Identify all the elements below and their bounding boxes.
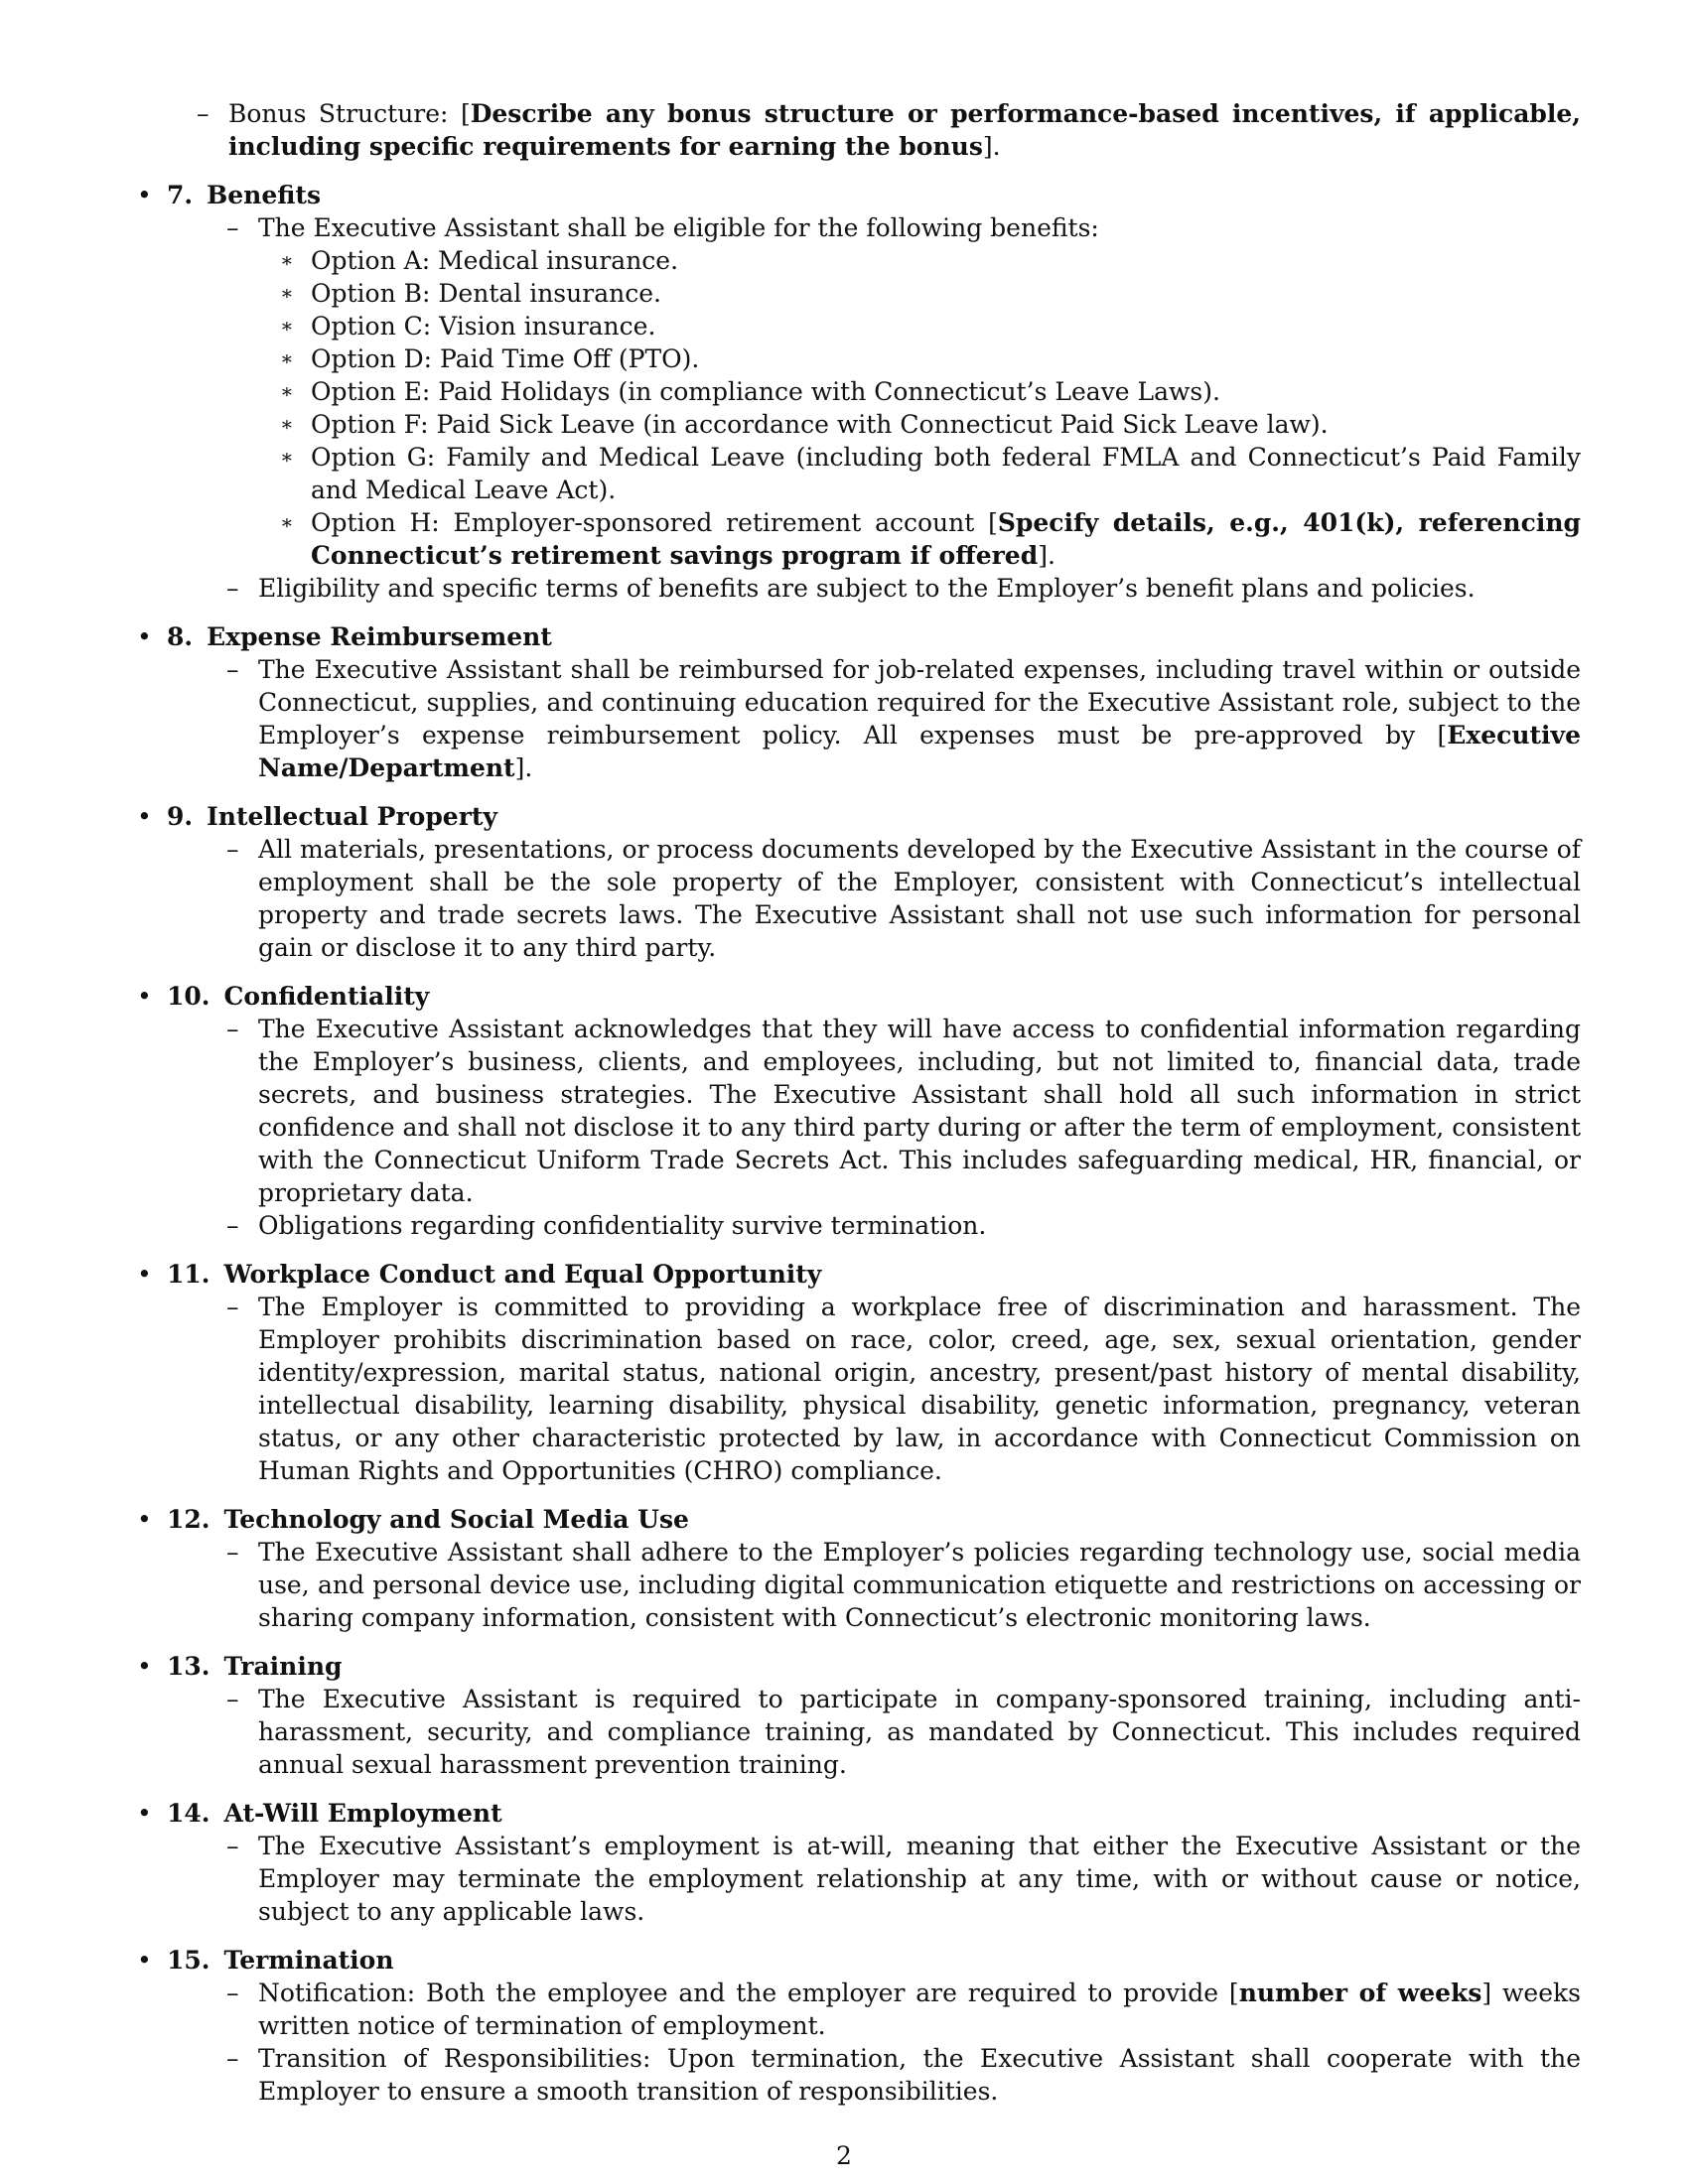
text-segment: Transition of Responsibilities: Upon termination, the Executive Assistant shall cooperate with the Employer to ensure a smooth transition of responsibilities. bbox=[258, 2044, 1581, 2106]
asterisk-icon: ∗ bbox=[280, 510, 294, 534]
list-item bbox=[167, 1291, 1581, 1487]
asterisk-icon: ∗ bbox=[280, 248, 294, 272]
bullet-icon: • bbox=[137, 1652, 152, 1681]
asterisk-icon: ∗ bbox=[280, 346, 294, 370]
item-text bbox=[258, 1685, 1581, 1779]
option-text bbox=[311, 279, 661, 308]
text-segment: ]. bbox=[514, 753, 533, 782]
text-segment: [ bbox=[988, 508, 998, 537]
text-segment: The Executive Assistant’s employment is at-will, meaning that either the Executive Assistant or the Employer may terminate the employment relationship at any time, with or without cause or notice, subject to any applicable laws. bbox=[258, 1832, 1581, 1926]
list-item bbox=[167, 1536, 1581, 1634]
option-text bbox=[311, 312, 655, 341]
section-heading bbox=[167, 1258, 1581, 1291]
dash-icon: – bbox=[226, 2044, 239, 2073]
dash-icon: – bbox=[226, 1293, 239, 1321]
section-heading bbox=[167, 179, 1581, 211]
section-heading bbox=[167, 1797, 1581, 1830]
section-title: Intellectual Property bbox=[207, 802, 497, 831]
text-segment: Option E: Paid Holidays (in compliance with Connecticut’s Leave Laws). bbox=[311, 377, 1220, 406]
section-title: Training bbox=[223, 1652, 343, 1681]
asterisk-icon: ∗ bbox=[280, 281, 294, 305]
option-text bbox=[311, 410, 1329, 439]
list-item bbox=[167, 572, 1581, 605]
dash-icon: – bbox=[226, 1538, 239, 1567]
section-heading bbox=[167, 620, 1581, 653]
text-segment: The Executive Assistant shall be reimbursed for job-related expenses, including travel within or outside Connecticut, supplies, and continuing education required for the Executive Assistant role, subject to the Employer’s expense reimbursement policy. All expenses must be pre-approved by bbox=[258, 655, 1581, 750]
option-text bbox=[311, 508, 1581, 570]
placeholder-text: Executive Name/Department bbox=[258, 721, 1581, 782]
item-text bbox=[258, 2044, 1581, 2106]
section bbox=[137, 97, 1581, 163]
text-segment: Notification: Both the employee and the employer are required to provide bbox=[258, 1979, 1229, 2007]
option-text bbox=[311, 344, 699, 373]
item-text bbox=[258, 655, 1581, 782]
dash-icon: – bbox=[226, 574, 239, 603]
dash-icon: – bbox=[226, 1685, 239, 1713]
section-number: 12. bbox=[167, 1505, 211, 1534]
text-segment: ]. bbox=[982, 132, 1001, 161]
text-segment: [ bbox=[460, 99, 471, 128]
section bbox=[137, 1650, 1581, 1781]
text-segment: The Employer is committed to providing a workplace free of discrimination and harassment. The Employer prohibits discrimination based on race, color, creed, age, sex, sexual orientation, gender identity/expression, marital status, national origin, ancestry, present/past history of mental disability, intellectual disability, learning disability, physical disability, genetic information, pregnancy, veteran status, or any other characteristic protected by law, in accordance with Connecticut Commission on Human Rights and Opportunities (CHRO) compliance. bbox=[258, 1293, 1581, 1485]
bullet-icon: • bbox=[137, 1505, 152, 1534]
text-segment: ] weeks written notice of termination of employment. bbox=[258, 1979, 1581, 2040]
section-title: Expense Reimbursement bbox=[207, 622, 552, 651]
item-text bbox=[258, 1832, 1581, 1926]
bullet-icon: • bbox=[137, 622, 152, 651]
text-segment: Eligibility and specific terms of benefits are subject to the Employer’s benefit plans and policies. bbox=[258, 574, 1476, 603]
text-segment: Option C: Vision insurance. bbox=[311, 312, 656, 341]
bullet-icon: • bbox=[137, 802, 152, 831]
list-item bbox=[167, 1683, 1581, 1781]
section-number: 9. bbox=[167, 802, 194, 831]
text-segment: Option B: Dental insurance. bbox=[311, 279, 661, 308]
asterisk-icon: ∗ bbox=[280, 379, 294, 403]
section-title: Benefits bbox=[207, 181, 322, 209]
section bbox=[137, 620, 1581, 784]
section-title: At-Will Employment bbox=[223, 1799, 502, 1828]
section bbox=[137, 800, 1581, 964]
page-number: 2 bbox=[836, 2141, 852, 2170]
text-segment: Option D: Paid Time Off (PTO). bbox=[311, 344, 700, 373]
text-segment: [ bbox=[1228, 1979, 1239, 2007]
benefit-option bbox=[167, 441, 1581, 506]
document-body bbox=[137, 97, 1581, 2108]
section-number: 8. bbox=[167, 622, 194, 651]
bullet-icon: • bbox=[137, 982, 152, 1011]
asterisk-icon: ∗ bbox=[280, 314, 294, 338]
list-item bbox=[167, 2042, 1581, 2108]
list-item bbox=[167, 1830, 1581, 1928]
asterisk-icon: ∗ bbox=[280, 445, 294, 469]
text-segment: Option A: Medical insurance. bbox=[311, 246, 679, 275]
section-number: 15. bbox=[167, 1946, 211, 1975]
section-heading bbox=[167, 1944, 1581, 1977]
list-item bbox=[167, 211, 1581, 244]
benefit-option bbox=[167, 244, 1581, 277]
section bbox=[137, 179, 1581, 605]
bullet-icon: • bbox=[137, 1946, 152, 1975]
list-item bbox=[167, 1977, 1581, 2042]
item-text bbox=[258, 835, 1581, 962]
section bbox=[137, 1797, 1581, 1928]
section bbox=[137, 1944, 1581, 2108]
list-item bbox=[167, 833, 1581, 964]
section-heading bbox=[167, 1503, 1581, 1536]
item-text bbox=[258, 1979, 1581, 2040]
dash-icon: – bbox=[226, 1015, 239, 1043]
section-title: Confidentiality bbox=[223, 982, 430, 1011]
benefit-option bbox=[167, 342, 1581, 375]
section-heading bbox=[167, 980, 1581, 1013]
dash-icon: – bbox=[226, 1832, 239, 1860]
dash-icon: – bbox=[226, 835, 239, 864]
section-title: Workplace Conduct and Equal Opportunity bbox=[223, 1260, 822, 1289]
dash-icon: – bbox=[226, 655, 239, 684]
list-item bbox=[167, 1013, 1581, 1209]
benefit-option bbox=[167, 375, 1581, 408]
option-text bbox=[311, 246, 678, 275]
item-text bbox=[258, 1211, 986, 1240]
placeholder-text: number of weeks bbox=[1238, 1979, 1482, 2007]
benefit-option bbox=[167, 277, 1581, 310]
option-text bbox=[311, 443, 1581, 504]
section-heading bbox=[167, 1650, 1581, 1683]
text-segment: ]. bbox=[1038, 541, 1055, 570]
section-title: Technology and Social Media Use bbox=[223, 1505, 689, 1534]
text-segment: The Executive Assistant shall adhere to the Employer’s policies regarding technology use, social media use, and personal device use, including digital communication etiquette and restrictions on accessing or sharing company information, consistent with Connecticut’s electronic monitoring laws. bbox=[258, 1538, 1581, 1632]
section-heading bbox=[167, 800, 1581, 833]
section bbox=[137, 1258, 1581, 1487]
text-segment: The Executive Assistant acknowledges that they will have access to confidential information regarding the Employer’s business, clients, and employees, including, but not limited to, financial data, trade secrets, and business strategies. The Executive Assistant shall hold all such information in strict confidence and shall not disclose it to any third party during or after the term of employment, consistent with the Connecticut Uniform Trade Secrets Act. This includes safeguarding medical, HR, financial, or proprietary data. bbox=[258, 1015, 1581, 1207]
item-text bbox=[228, 99, 1581, 161]
dash-icon: – bbox=[226, 1979, 239, 2007]
section-number: 10. bbox=[167, 982, 211, 1011]
text-segment: Bonus Structure: bbox=[228, 99, 461, 128]
section bbox=[137, 980, 1581, 1242]
text-segment: Option F: Paid Sick Leave (in accordance with Connecticut Paid Sick Leave law). bbox=[311, 410, 1329, 439]
text-segment: Option G: Family and Medical Leave (including both federal FMLA and Connecticut’s Paid Family and Medical Leave Act). bbox=[311, 443, 1581, 504]
section bbox=[137, 1503, 1581, 1634]
item-text bbox=[258, 1538, 1581, 1632]
placeholder-text: Describe any bonus structure or performance-based incentives, if applicable, including specific requirements for earning the bonus bbox=[228, 99, 1582, 161]
bullet-icon: • bbox=[137, 1260, 152, 1289]
option-text bbox=[311, 377, 1220, 406]
benefit-option bbox=[167, 506, 1581, 572]
section-number: 13. bbox=[167, 1652, 211, 1681]
placeholder-text: Specify details, e.g., 401(k), referencing Connecticut’s retirement savings program if offered bbox=[311, 508, 1581, 570]
section-number: 7. bbox=[167, 181, 194, 209]
bullet-icon: • bbox=[137, 181, 152, 209]
text-segment: All materials, presentations, or process documents developed by the Executive Assistant in the course of employment shall be the sole property of the Employer, consistent with Connecticut’s intellectual property and trade secrets laws. The Executive Assistant shall not use such information for personal gain or disclose it to any third party. bbox=[258, 835, 1581, 962]
benefit-option bbox=[167, 408, 1581, 441]
dash-icon: – bbox=[226, 1211, 239, 1240]
item-text bbox=[258, 1293, 1581, 1485]
dash-icon: – bbox=[226, 213, 239, 242]
item-text bbox=[258, 1015, 1581, 1207]
list-item bbox=[167, 1209, 1581, 1242]
bullet-icon: • bbox=[137, 1799, 152, 1828]
benefit-option bbox=[167, 310, 1581, 342]
text-segment: Obligations regarding confidentiality survive termination. bbox=[258, 1211, 987, 1240]
item-text bbox=[258, 574, 1476, 603]
item-text bbox=[258, 213, 1099, 242]
list-item bbox=[167, 653, 1581, 784]
text-segment: [ bbox=[1437, 721, 1448, 750]
asterisk-icon: ∗ bbox=[280, 412, 294, 436]
dash-icon: – bbox=[197, 99, 210, 128]
list-item bbox=[137, 97, 1581, 163]
section-number: 11. bbox=[167, 1260, 211, 1289]
section-title: Termination bbox=[223, 1946, 394, 1975]
text-segment: The Executive Assistant shall be eligible for the following benefits: bbox=[258, 213, 1099, 242]
text-segment: Option H: Employer-sponsored retirement account bbox=[311, 508, 989, 537]
section-number: 14. bbox=[167, 1799, 211, 1828]
text-segment: The Executive Assistant is required to participate in company-sponsored training, including anti-harassment, security, and compliance training, as mandated by Connecticut. This includes required annual sexual harassment prevention training. bbox=[258, 1685, 1581, 1779]
